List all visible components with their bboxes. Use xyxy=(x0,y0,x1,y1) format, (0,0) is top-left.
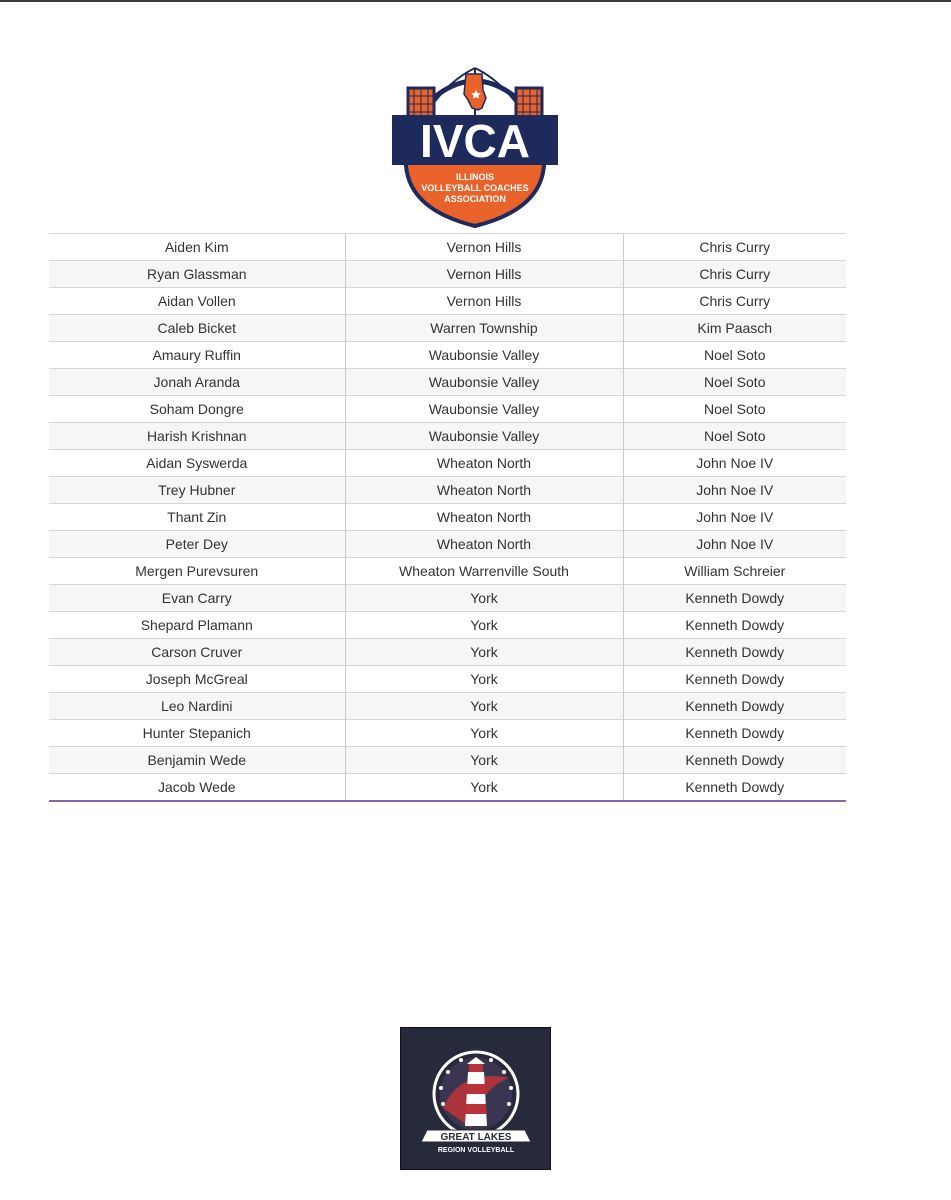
player-name-cell: Harish Krishnan xyxy=(49,423,345,450)
coach-cell: Chris Curry xyxy=(623,234,846,261)
school-cell: York xyxy=(345,612,623,639)
coach-cell: Kenneth Dowdy xyxy=(623,585,846,612)
player-name-cell: Shepard Plamann xyxy=(49,612,345,639)
school-cell: York xyxy=(345,774,623,802)
school-cell: York xyxy=(345,747,623,774)
table-row xyxy=(49,639,846,666)
great-lakes-logo-line2: REGION VOLLEYBALL xyxy=(437,1147,515,1154)
ivca-logo-line3: ASSOCIATION xyxy=(444,194,506,204)
table-row xyxy=(49,558,846,585)
coach-cell: Noel Soto xyxy=(623,396,846,423)
table-row xyxy=(49,342,846,369)
player-name-cell: Aiden Kim xyxy=(49,234,345,261)
table-row xyxy=(49,261,846,288)
school-cell: York xyxy=(345,720,623,747)
player-name-cell: Caleb Bicket xyxy=(49,315,345,342)
table-row xyxy=(49,396,846,423)
player-name-cell: Aidan Vollen xyxy=(49,288,345,315)
great-lakes-logo-line1: GREAT LAKES xyxy=(440,1132,512,1143)
table-row xyxy=(49,585,846,612)
player-name-cell: Trey Hubner xyxy=(49,477,345,504)
coach-cell: William Schreier xyxy=(623,558,846,585)
coach-cell: John Noe IV xyxy=(623,504,846,531)
coach-cell: Noel Soto xyxy=(623,342,846,369)
school-cell: Wheaton North xyxy=(345,504,623,531)
table-row xyxy=(49,720,846,747)
player-name-cell: Jonah Aranda xyxy=(49,369,345,396)
ivca-logo-graphic xyxy=(390,60,560,228)
coach-cell: John Noe IV xyxy=(623,450,846,477)
coach-cell: Noel Soto xyxy=(623,423,846,450)
player-name-cell: Soham Dongre xyxy=(49,396,345,423)
player-name-cell: Evan Carry xyxy=(49,585,345,612)
school-cell: Wheaton North xyxy=(345,531,623,558)
school-cell: York xyxy=(345,693,623,720)
table-row xyxy=(49,423,846,450)
coach-cell: Chris Curry xyxy=(623,261,846,288)
table-row xyxy=(49,504,846,531)
coach-cell: Kenneth Dowdy xyxy=(623,747,846,774)
school-cell: York xyxy=(345,585,623,612)
player-name-cell: Benjamin Wede xyxy=(49,747,345,774)
roster-table xyxy=(49,233,846,802)
school-cell: Warren Township xyxy=(345,315,623,342)
table-row xyxy=(49,612,846,639)
ivca-logo-line2: VOLLEYBALL COACHES xyxy=(421,183,529,193)
table-row xyxy=(49,477,846,504)
player-name-cell: Amaury Ruffin xyxy=(49,342,345,369)
school-cell: York xyxy=(345,639,623,666)
table-row xyxy=(49,450,846,477)
player-name-cell: Aidan Syswerda xyxy=(49,450,345,477)
school-cell: York xyxy=(345,666,623,693)
school-cell: Waubonsie Valley xyxy=(345,342,623,369)
ivca-logo-abbrev: IVCA xyxy=(420,115,530,167)
table-row xyxy=(49,693,846,720)
coach-cell: Kim Paasch xyxy=(623,315,846,342)
player-name-cell: Peter Dey xyxy=(49,531,345,558)
school-cell: Wheaton North xyxy=(345,450,623,477)
coach-cell: Kenneth Dowdy xyxy=(623,639,846,666)
great-lakes-logo-graphic xyxy=(401,1028,550,1169)
player-name-cell: Jacob Wede xyxy=(49,774,345,802)
player-name-cell: Carson Cruver xyxy=(49,639,345,666)
table-row xyxy=(49,666,846,693)
coach-cell: Kenneth Dowdy xyxy=(623,666,846,693)
school-cell: Vernon Hills xyxy=(345,288,623,315)
school-cell: Waubonsie Valley xyxy=(345,369,623,396)
table-row xyxy=(49,369,846,396)
player-name-cell: Hunter Stepanich xyxy=(49,720,345,747)
coach-cell: Kenneth Dowdy xyxy=(623,612,846,639)
player-name-cell: Joseph McGreal xyxy=(49,666,345,693)
coach-cell: Kenneth Dowdy xyxy=(623,720,846,747)
school-cell: Waubonsie Valley xyxy=(345,396,623,423)
table-row xyxy=(49,531,846,558)
ivca-logo-line1: ILLINOIS xyxy=(456,172,494,182)
player-name-cell: Mergen Purevsuren xyxy=(49,558,345,585)
table-row xyxy=(49,234,846,261)
great-lakes-region-logo xyxy=(400,1027,551,1170)
roster-table-body xyxy=(49,234,846,802)
coach-cell: Noel Soto xyxy=(623,369,846,396)
player-name-cell: Thant Zin xyxy=(49,504,345,531)
coach-cell: Chris Curry xyxy=(623,288,846,315)
school-cell: Wheaton North xyxy=(345,477,623,504)
ivca-logo xyxy=(390,60,560,228)
school-cell: Wheaton Warrenville South xyxy=(345,558,623,585)
table-row xyxy=(49,774,846,802)
school-cell: Waubonsie Valley xyxy=(345,423,623,450)
table-row xyxy=(49,315,846,342)
table-row xyxy=(49,288,846,315)
coach-cell: John Noe IV xyxy=(623,477,846,504)
school-cell: Vernon Hills xyxy=(345,234,623,261)
table-row xyxy=(49,747,846,774)
player-name-cell: Ryan Glassman xyxy=(49,261,345,288)
coach-cell: Kenneth Dowdy xyxy=(623,774,846,802)
top-border-rule xyxy=(0,0,951,2)
player-name-cell: Leo Nardini xyxy=(49,693,345,720)
coach-cell: John Noe IV xyxy=(623,531,846,558)
school-cell: Vernon Hills xyxy=(345,261,623,288)
coach-cell: Kenneth Dowdy xyxy=(623,693,846,720)
